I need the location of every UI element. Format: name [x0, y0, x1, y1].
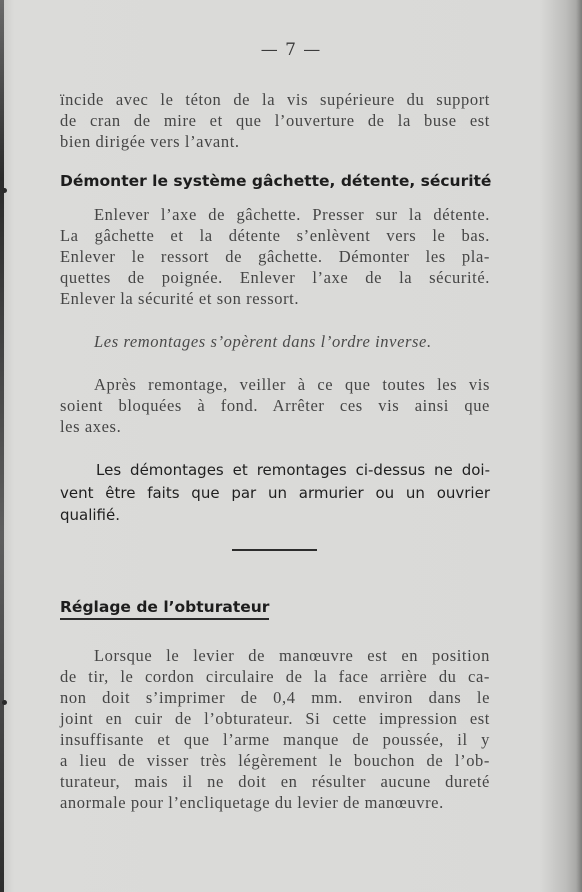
- page-number: — 7 —: [260, 40, 322, 60]
- text-line: La gâchette et la détente s’enlèvent vers le bas.: [60, 226, 490, 245]
- text-line: de tir, le cordon circulaire de la face arrière du ca-: [60, 667, 490, 686]
- text-line: Les remontages s’opèrent dans l’ordre inverse.: [94, 332, 432, 351]
- text-line: non doit s’imprimer de 0,4 mm. environ dans le: [60, 688, 490, 707]
- text-line: Enlever le ressort de gâchette. Démonter les pla-: [60, 247, 490, 266]
- text-line: Lorsque le levier de manœuvre est en position: [94, 646, 490, 665]
- text-line: insuffisante et que l’arme manque de poussée, il y: [60, 730, 490, 749]
- text-line: joint en cuir de l’obturateur. Si cette impression est: [60, 709, 490, 728]
- text-line: bien dirigée vers l’avant.: [60, 132, 240, 151]
- qualified-person-warning: [60, 459, 490, 527]
- text-line: anormale pour l’encliquetage du levier de manœuvre.: [60, 793, 444, 812]
- text-line: Enlever la sécurité et son ressort.: [60, 289, 300, 308]
- text-line: quettes de poignée. Enlever l’axe de la sécurité.: [60, 268, 490, 287]
- text-line: Enlever l’axe de gâchette. Presser sur la détente.: [94, 205, 490, 224]
- continuation-paragraph: [60, 89, 490, 152]
- text-line: turateur, mais il ne doit en résulter aucune dureté: [60, 772, 490, 791]
- section-heading-disassembly: Démonter le système gâchette, détente, sécurité: [60, 172, 492, 190]
- obturator-paragraph: [60, 645, 490, 813]
- section-divider: [232, 549, 317, 551]
- disassembly-paragraph: [60, 204, 490, 309]
- binding-hole-mark: [2, 700, 7, 705]
- reassembly-paragraph: [60, 374, 490, 437]
- text-line: a lieu de visser très légèrement le bouchon de l’ob-: [60, 751, 490, 770]
- page-binding-edge: [0, 0, 4, 892]
- binding-hole-mark: [2, 188, 7, 193]
- text-line: Les démontages et remontages ci-dessus ne doi-: [96, 461, 490, 479]
- text-line: vent être faits que par un armurier ou un ouvrier: [60, 483, 490, 502]
- text-line: qualifié.: [60, 506, 120, 524]
- reassembly-note: [60, 331, 490, 352]
- text-line: Après remontage, veiller à ce que toutes les vis: [94, 375, 490, 394]
- page-outer-edge: [576, 0, 582, 892]
- text-line: les axes.: [60, 417, 122, 436]
- section-heading-obturator: Réglage de l’obturateur: [60, 598, 269, 620]
- text-line: soient bloquées à fond. Arrêter ces vis ainsi que: [60, 396, 490, 415]
- text-line: ïncide avec le téton de la vis supérieure du support: [60, 90, 490, 109]
- text-line: de cran de mire et que l’ouverture de la buse est: [60, 111, 490, 130]
